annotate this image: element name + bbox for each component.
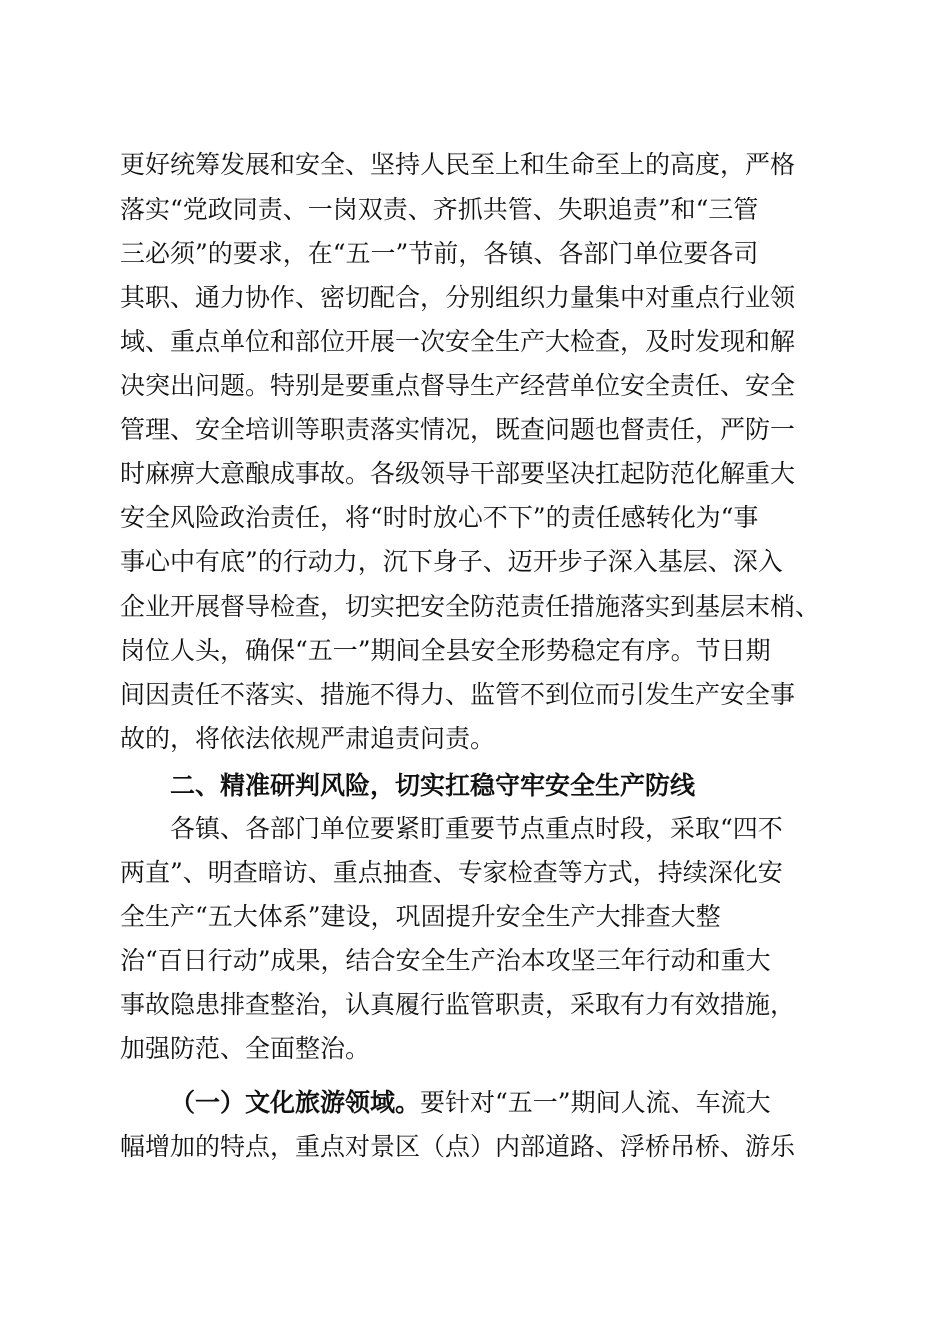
section-paragraph-line: 全生产“五大体系”建设，巩固提升安全生产大排查大整 [120,902,721,931]
subsection-text: 要针对“五一”期间人流、车流大 [420,1088,771,1117]
subsection-line [170,1083,880,1123]
paragraph-line: 三必须”的要求，在“五一”节前，各镇、各部门单位要各司 [120,239,759,268]
paragraph-line: 更好统筹发展和安全、坚持人民至上和生命至上的高度，严格 [120,150,796,179]
paragraph-line: 事心中有底”的行动力，沉下身子、迈开步子深入基层、深入 [120,547,783,576]
paragraph-line: 决突出问题。特别是要重点督导生产经营单位安全责任、安全 [120,371,796,400]
paragraph-line: 管理、安全培训等职责落实情况，既查问题也督责任，严防一 [120,415,796,444]
section-paragraph-line: 各镇、各部门单位要紧盯重要节点重点时段，采取“四不 [170,814,783,843]
subsection-line: 幅增加的特点，重点对景区（点）内部道路、浮桥吊桥、游乐 [120,1132,796,1161]
paragraph-line: 域、重点单位和部位开展一次安全生产大检查，及时发现和解 [120,327,796,356]
paragraph-line: 安全风险政治责任，将“时时放心不下”的责任感转化为“事 [120,503,759,532]
section-paragraph-line: 事故隐患排查整治，认真履行监管职责，采取有力有效措施， [120,990,796,1019]
paragraph-line: 岗位人头，确保“五一”期间全县安全形势稳定有序。节日期 [120,636,771,665]
paragraph-line: 企业开展督导检查，切实把安全防范责任措施落实到基层末梢、 [120,592,821,621]
subsection-label: （一）文化旅游领域。 [170,1088,421,1117]
paragraph-line: 落实“党政同责、一岗双责、齐抓共管、失职追责”和“三管 [120,195,759,224]
paragraph-line: 故的，将依法依规严肃追责问责。 [120,724,496,753]
paragraph-line: 其职、通力协作、密切配合，分别组织力量集中对重点行业领 [120,283,796,312]
paragraph-line: 时麻痹大意酿成事故。各级领导干部要坚决扛起防范化解重大 [120,459,796,488]
section-heading: 二、精准研判风险，切实扛稳守牢安全生产防线 [170,771,696,800]
section-paragraph-line: 两直”、明查暗访、重点抽查、专家检查等方式，持续深化安 [120,858,783,887]
paragraph-line: 间因责任不落实、措施不得力、监管不到位而引发生产安全事 [120,680,796,709]
section-paragraph-line: 加强防范、全面整治。 [120,1034,371,1063]
section-paragraph-line: 治“百日行动”成果，结合安全生产治本攻坚三年行动和重大 [120,946,771,975]
